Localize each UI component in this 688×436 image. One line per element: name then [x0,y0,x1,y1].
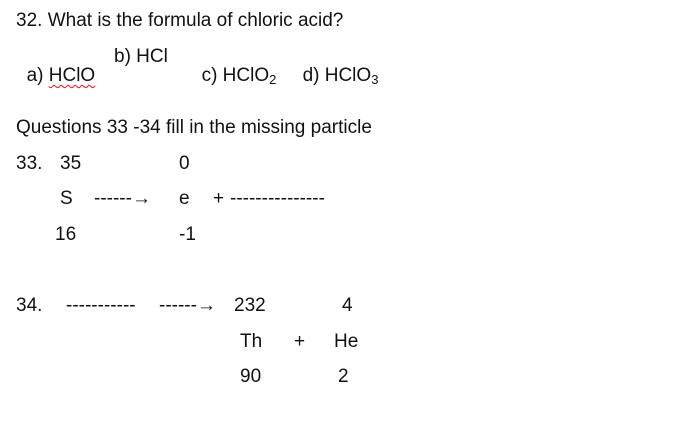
question-34-number: 34. [16,295,43,316]
sulfur-atomic-number: 16 [55,224,77,245]
question-32-text: 32. What is the formula of chloric acid? [16,10,344,31]
option-d-main: d) HClO [302,65,372,86]
option-a-prefix: a) [26,65,49,86]
option-d[interactable] [292,47,378,85]
option-a-formula: HClO [48,65,96,86]
option-c-subscript: 2 [269,72,277,87]
thorium-mass-number: 232 [234,295,266,316]
answer-blank-34[interactable]: ----------- [66,295,136,316]
electron-charge: -1 [179,224,196,245]
helium-mass-number: 4 [342,295,353,316]
helium-symbol: He [334,331,359,352]
helium-atomic-number: 2 [338,366,349,387]
sulfur-mass-number: 35 [60,153,82,174]
electron-symbol: e [179,188,190,209]
answer-blank-33[interactable]: --------------- [230,188,325,209]
option-b[interactable]: b) HCl [114,46,168,67]
reaction-arrow-33: ------→ [94,188,151,209]
thorium-symbol: Th [240,331,263,352]
option-d-subscript: 3 [371,72,379,87]
option-a[interactable] [16,47,95,85]
reaction-arrow-34: ------→ [159,295,216,316]
option-c[interactable] [191,47,276,85]
thorium-atomic-number: 90 [240,366,262,387]
section-heading: Questions 33 -34 fill in the missing particle [16,117,372,138]
plus-sign-34: + [294,331,306,352]
electron-mass-number: 0 [179,153,190,174]
option-c-main: c) HClO [201,65,270,86]
question-33-number: 33. [16,153,43,174]
sulfur-symbol: S [60,188,73,209]
plus-sign-33: + [213,188,225,209]
